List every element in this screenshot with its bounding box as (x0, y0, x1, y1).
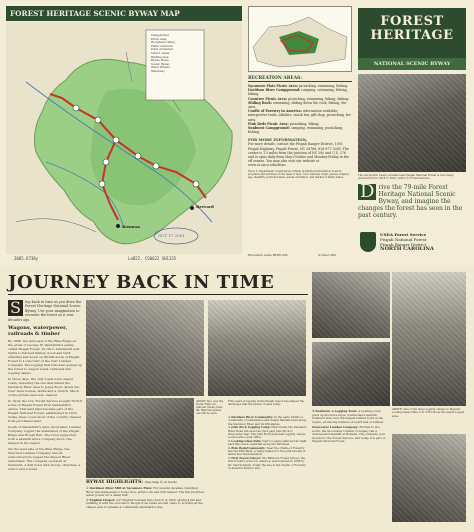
body-paragraph: South of Vanderbilt's land, Gloucester Lumber Company logged the watershed of the Pisgah Ridge and Rough Run. The town supported both a sawmill and a company store, the largest in the region. (8, 425, 81, 446)
agency-line: Pisgah Ranger District (380, 242, 427, 247)
agency-line: NORTH CAROLINA (380, 246, 434, 252)
legend-item: Picnic area (151, 36, 167, 41)
intro-text: tep back in time as you drive the Forest Heritage National Scenic Byway. Use your imagination to recreate the forest as it was decades ago. (8, 300, 82, 322)
inventory-number-left: 2005.6738y (14, 256, 39, 261)
inventory-number-right: LaB22, CS0622 SH1335 (128, 256, 177, 261)
highlight-item: ③ Davidson River Community: In the early 1900's, a community of subsistence and tenant families lived along the Davidson River and its tributaries. (228, 415, 307, 426)
body-paragraph: In 1914, the U.S. Forest Service bought 76,616 acres of Pisgah Forest from Vanderbilt's estate. This land later became part of the Pisgah National Forest, established in 1916. Today, trees cover most of the country cleared from purchased land. (8, 399, 82, 424)
legend-item: Visitor center (151, 50, 170, 55)
journey-intro-column (8, 300, 82, 473)
footer-right: October 2001 (318, 253, 337, 257)
map-title: FOREST HERITAGE SCENIC BYWAY MAP (10, 9, 180, 18)
photo-caption-2: Fifty years of logging in the Pisgah region has shaped the landscape that the byway crosses today. (228, 400, 305, 407)
agency-block (380, 232, 466, 252)
highlights-column-1 (86, 487, 206, 510)
highlights-column-3 (312, 410, 388, 444)
recreation-title: RECREATION AREAS: (248, 76, 352, 82)
agency-line: Pisgah National Forest (380, 237, 427, 242)
map-title-bar (6, 6, 242, 21)
highlights-header (86, 480, 206, 485)
recreation-list (248, 84, 352, 134)
cover-subtitle: NATIONAL SCENIC BYWAY (373, 61, 451, 67)
highlights-column-2 (228, 416, 308, 471)
logging-camp-hillside-photo (312, 342, 390, 406)
journey-body (8, 339, 82, 471)
highlights-title: BYWAY HIGHLIGHTS: (86, 480, 143, 485)
rosman-dot (116, 224, 120, 228)
cover-title-line2: HERITAGE (370, 28, 454, 43)
footer-left: Recreation Guide R8-RG 000 (248, 253, 288, 257)
stamp-text: OCT 17 2001 (158, 233, 185, 238)
byway-map (6, 22, 242, 254)
journey-title: JOURNEY BACK IN TIME (8, 272, 308, 295)
inset-map-graphic (249, 7, 351, 71)
highlights-note: (See map ④ on back) (144, 480, 177, 484)
journey-panel-side (0, 266, 474, 532)
sawmill-town-photo (392, 272, 466, 406)
legend-item: Byway Route (151, 58, 169, 63)
recreation-item: Davidson River Campground: camping, swimming, fishing, hiking. (248, 88, 348, 97)
highlight-item: Gloucester Lumber Company: Further to the south, the Gloucester Lumber Company ran a double-band sawmill at Rosman. The company sold its land to the Forest Service, and today it is part of Pisgah National Forest. (312, 425, 386, 443)
map-graphic (6, 22, 242, 254)
journey-subhead: Wagons, waterpower, railroads & timber (8, 325, 68, 338)
right-photo-caption: ABOVE: One of the large logging camps on Pisgah's Looking Glass Falls; U.S. 276 follows the nearly logged area. (392, 408, 465, 418)
highlight-item: ② English Chapel: A.F. English founded this church in 1860, giving $100 and building it with his own labor. People from miles around came to worship at the chapel, and it remains a community landmark today. (86, 497, 203, 509)
highlight-item: ⑧ Sunburst, a Logging Town: A bustling town grew up around a large, double-band sawmill. Sunburst was once the largest lumber town in the region, producing millions of board feet of lumber. (312, 409, 384, 424)
brevard-dot (190, 206, 194, 210)
body-paragraph: In those days, the only roads were wagon roads, including the one that linked the Davidson River area to Jones Rock. Along the river were homes, farms and a church. Much of the private land was cleared. (8, 377, 80, 398)
recreation-item: Cradle of Forestry in America: information available, interpretive trails, exhibits, snack bar, gift shop, picnicking, fee area. (248, 109, 351, 122)
legend-item: Point of interest (151, 47, 173, 52)
cover-title-block (358, 8, 466, 58)
cover-photo-caption: The old-growth forest on lands near Pisgah National Forest is now being protected from 1914 to 1916, with U.S. Forest Service. (358, 174, 454, 181)
legend-item: Public restroom (151, 43, 173, 48)
tagline-text: rive the 79-mile Forest Heritage National Scenic Byway, and imagine the changes the forest has seen in the past century. (358, 184, 463, 219)
legend-item: Horseback riding (151, 40, 175, 45)
recreation-item: Sycamore Flats Picnic Area: picnicking, swimming, fishing. (248, 84, 349, 88)
lumber-mill-photo (392, 434, 466, 522)
tagline-dropcap: D (360, 181, 375, 202)
legend-item: Parking area (151, 54, 169, 59)
map-legend (151, 34, 203, 74)
town-label-rosman: Rosman (122, 224, 140, 229)
old-village-photo (312, 272, 390, 338)
railroad-trestle-photo (86, 300, 204, 396)
legend-item: Waterway (151, 68, 165, 73)
cover-photo-old-forest (358, 74, 466, 172)
journey-intro (8, 300, 82, 322)
legend-item: Scenic Byway (151, 61, 170, 66)
disclaimer-text: The U.S. Department of Agriculture (USDA) prohibits discrimination in all its programs and activities on the basis of race, color, national origin, gender, religion, age, disability, political beliefs, sexual orientation, and marital or family status. (248, 169, 350, 179)
highlight-item: ① Davidson River Mill at Sycamore Flats: For several decades, Davidson River was harnessed to forge iron, grind corn and mill lumber. The flat provided water power for a small mill. (86, 486, 204, 498)
logging-railroad-photo (86, 398, 194, 478)
recreation-item: Sunburst Campground: camping, swimming, picnicking, fishing. (248, 126, 344, 135)
legend-item: Other Streets (151, 65, 170, 70)
highlight-item: ④ John Rock Logging Camp: Historically, the Davidson River Road followed the river past John Rock to Gloucester Gap. The John Rock area held logging camps, a store and a post office. (228, 425, 307, 440)
usda-shield-icon (360, 232, 376, 252)
highlight-item: ⑤ Looking Glass Falls: Carr's logging railroad ran right past this scenic waterfall along the Davidson. (228, 438, 307, 447)
recreation-item: Sliding Rock: swimming, sliding down the rock, fishing, fee area. (248, 100, 347, 110)
logging-camp-photo (208, 300, 306, 396)
cover-subtitle-bar (358, 58, 466, 70)
highlight-item: ⑦ First Forest School: The Biltmore Forest School, the first forestry school in America, was founded in 1898 by Dr. Carl Schenck. Today the site is the Cradle of Forestry in America historic site. (228, 455, 306, 471)
photo-caption-1: ABOVE: Boy, now the Rocky Flats old railroad tracks, train fill. Railroad grades can still be seen. (196, 400, 224, 416)
journey-dropcap: S (10, 298, 21, 317)
info-heading: FOR MORE INFORMATION, (248, 137, 308, 143)
cover-title-line1: FOREST (380, 14, 444, 29)
town-label-brevard: Brevard (196, 204, 214, 209)
body-paragraph: On the west side of the Blue Ridge, the Suncrest Lumber Company and its subcontractors logged the Pigeon River watershed. The company operated at Sunburst, a mill town with stores, churches, a school and a hotel. (8, 447, 81, 472)
info-text: For more details, contact the Pisgah Ranger District, 1001 Pisgah Highway, Pisgah Forest, NC 28768, 828-877-3265. The center is 1.5 miles from the junction of NC 280 and U.S. 276 and is open daily from May-October and Monday-Friday in the off season. You may also visit our website at www.cs.unca.edu/nfsnc. (248, 142, 350, 168)
cover-tagline (358, 181, 466, 219)
agency-line: USDA Forest Service (380, 232, 427, 237)
recreation-item: Coontree Picnic Area: picnicking, swimming, hiking, fishing. (248, 96, 350, 101)
recreation-item: Pink Beds Picnic Area: picnicking, hiking. (248, 121, 320, 126)
legend-item: Campground (151, 33, 169, 37)
recreation-section (248, 76, 352, 236)
inset-map (248, 6, 352, 72)
highlight-item: ⑥ Pink Beds/Community: Near the Cradle of Forestry lies the Pink Beds, a valley named for the pink blooms of laurel and rhododendron. (228, 445, 306, 457)
body-paragraph: By 1880, the land east of the Blue Ridge on the great of George W. Vanderbilt's estate called Pisgah Forest. In 1912, Vanderbilt sold rights to harvest timber, wood and bark standing and down on 68,000 acres of Pisgah Forest to Louis Carr of the Carr Lumber Company. The logging that followed opened up the forest to wagon roads, railroads and logging camps. (8, 339, 82, 376)
